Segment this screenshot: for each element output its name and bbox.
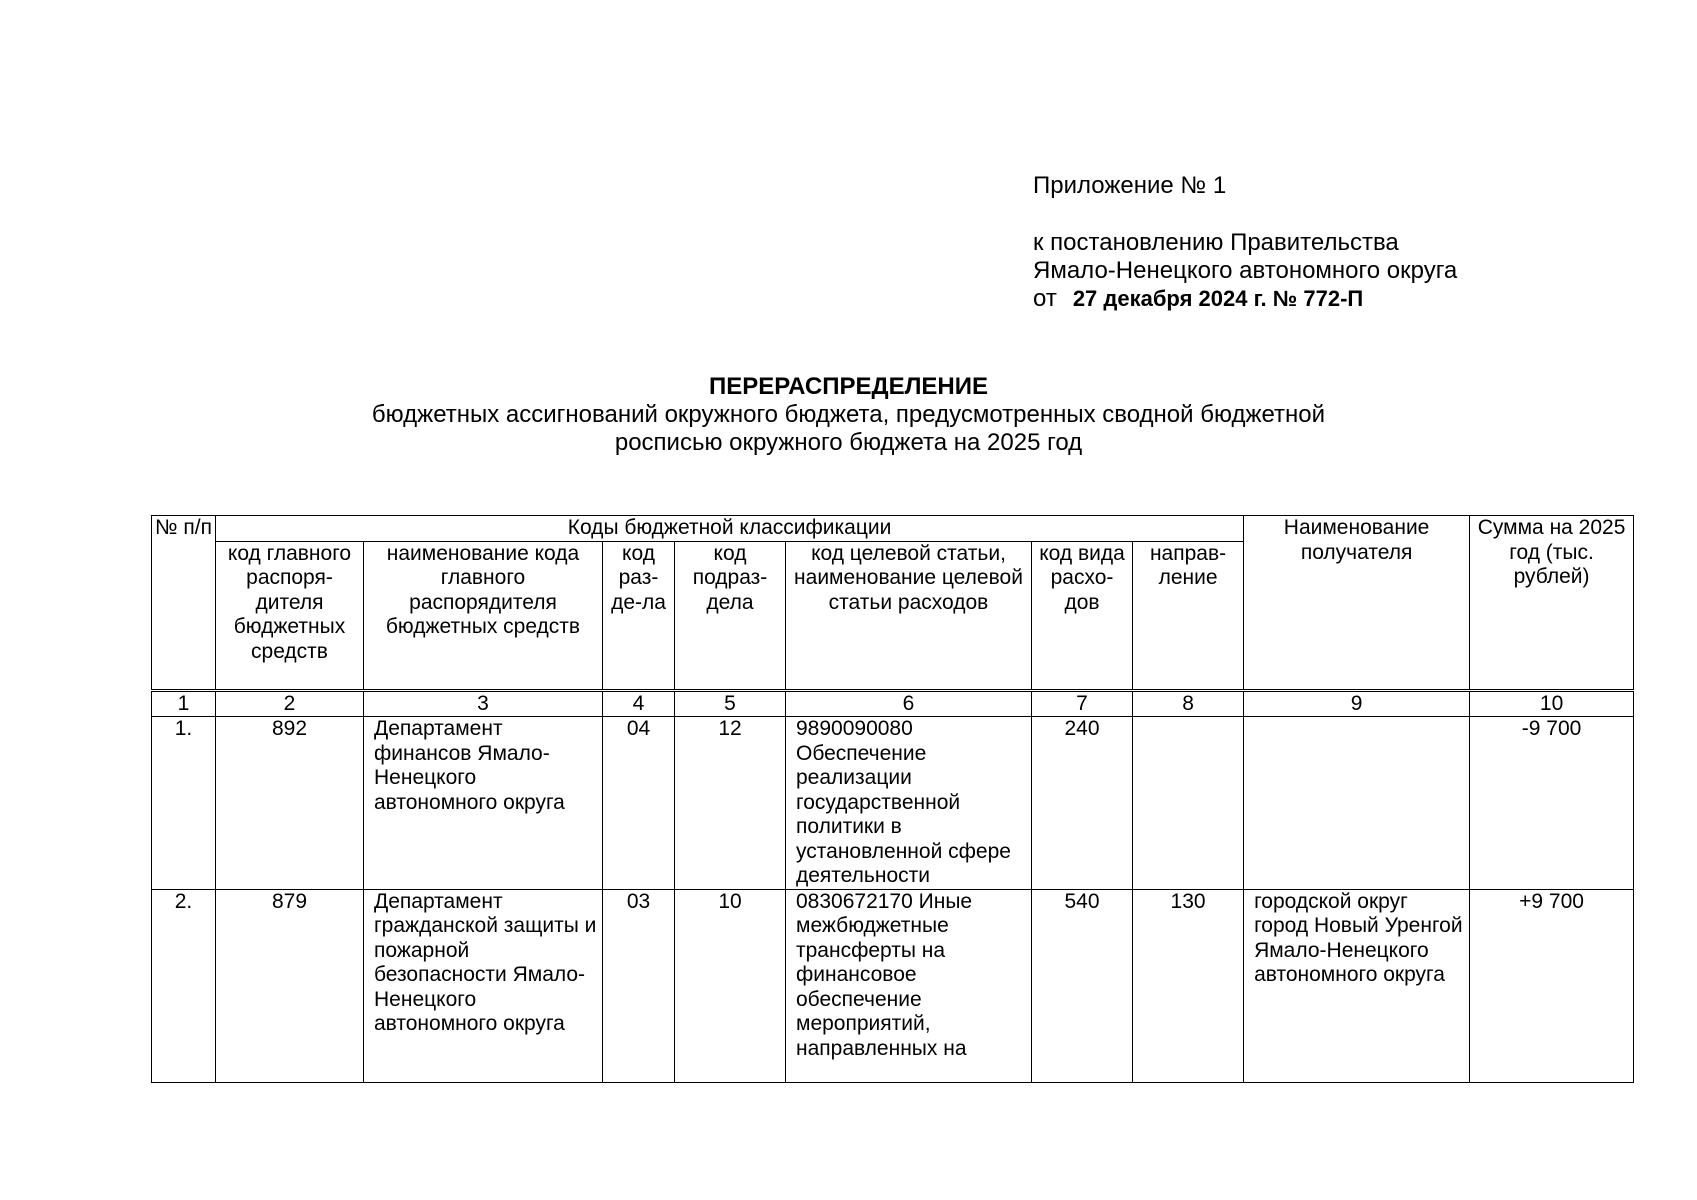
row-recipient: городской округ город Новый Уренгой Ямало-Ненецкого автономного округа [1244,889,1470,1082]
row-recipient [1244,717,1470,890]
column-number: 7 [1032,690,1133,717]
header-gr-code: код главного распоря-дителя бюджетных средств [216,541,364,690]
row-no: 2. [152,889,216,1082]
header-group-codes: Коды бюджетной классификации [216,516,1244,542]
row-podrazdel: 10 [675,889,786,1082]
appendix-date: 27 декабря 2024 г. № 772-П [1072,286,1364,311]
row-napr: 130 [1133,889,1244,1082]
appendix-block [1033,172,1457,313]
column-number: 4 [603,690,675,717]
column-number-row [152,690,1634,717]
row-sum: -9 700 [1470,717,1634,890]
column-number: 2 [216,690,364,717]
column-number: 9 [1244,690,1470,717]
header-gr-name: наименование кода главного распорядителя бюджетных средств [364,541,603,690]
row-razdel: 03 [603,889,675,1082]
header-podrazdel: код подраз-дела [675,541,786,690]
document-subtitle-line-1: бюджетных ассигнований окружного бюджета, предусмотренных сводной бюджетной [371,401,1326,428]
row-podrazdel: 12 [675,717,786,890]
column-number: 5 [675,690,786,717]
appendix-line-2: Ямало-Ненецкого автономного округа [1033,257,1458,284]
header-napr: направ-ление [1133,541,1244,690]
document-subtitle-line-2: росписью окружного бюджета на 2025 год [614,429,1083,456]
header-recipient: Наименование получателя [1244,516,1470,691]
column-number: 1 [152,690,216,717]
column-number: 8 [1133,690,1244,717]
document-heading [0,373,1697,457]
header-csr: код целевой статьи, наименование целевой статьи расходов [786,541,1032,690]
column-number: 6 [786,690,1032,717]
appendix-line-1: к постановлению Правительства [1033,229,1399,256]
row-csr: 0830672170 Иные межбюджетные трансферты на финансовое обеспечение мероприятий, направленных на [786,889,1032,1082]
document-title: ПЕРЕРАСПРЕДЕЛЕНИЕ [708,373,989,400]
appendix-from: от [1033,285,1057,312]
header-razdel: код раз-де-ла [603,541,675,690]
row-vr: 240 [1032,717,1133,890]
header-sum: Сумма на 2025 год (тыс. рублей) [1470,516,1634,691]
row-csr: 9890090080 Обеспечение реализации государственной политики в установленной сфере деятельности [786,717,1032,890]
table-row [152,717,1634,890]
redistribution-table [151,515,1634,1083]
row-razdel: 04 [603,717,675,890]
row-sum: +9 700 [1470,889,1634,1082]
column-number: 3 [364,690,603,717]
appendix-label: Приложение № 1 [1033,172,1227,199]
row-gr-name: Департамент финансов Ямало-Ненецкого автономного округа [364,717,603,890]
header-no: № п/п [152,516,216,691]
appendix-date-line [1033,285,1457,313]
row-napr [1133,717,1244,890]
column-number: 10 [1470,690,1634,717]
row-gr-code: 892 [216,717,364,890]
row-vr: 540 [1032,889,1133,1082]
header-vr: код вида расхо-дов [1032,541,1133,690]
row-gr-code: 879 [216,889,364,1082]
row-gr-name: Департамент гражданской защиты и пожарной безопасности Ямало-Ненецкого автономного округа [364,889,603,1082]
table-row [152,889,1634,1082]
row-no: 1. [152,717,216,890]
